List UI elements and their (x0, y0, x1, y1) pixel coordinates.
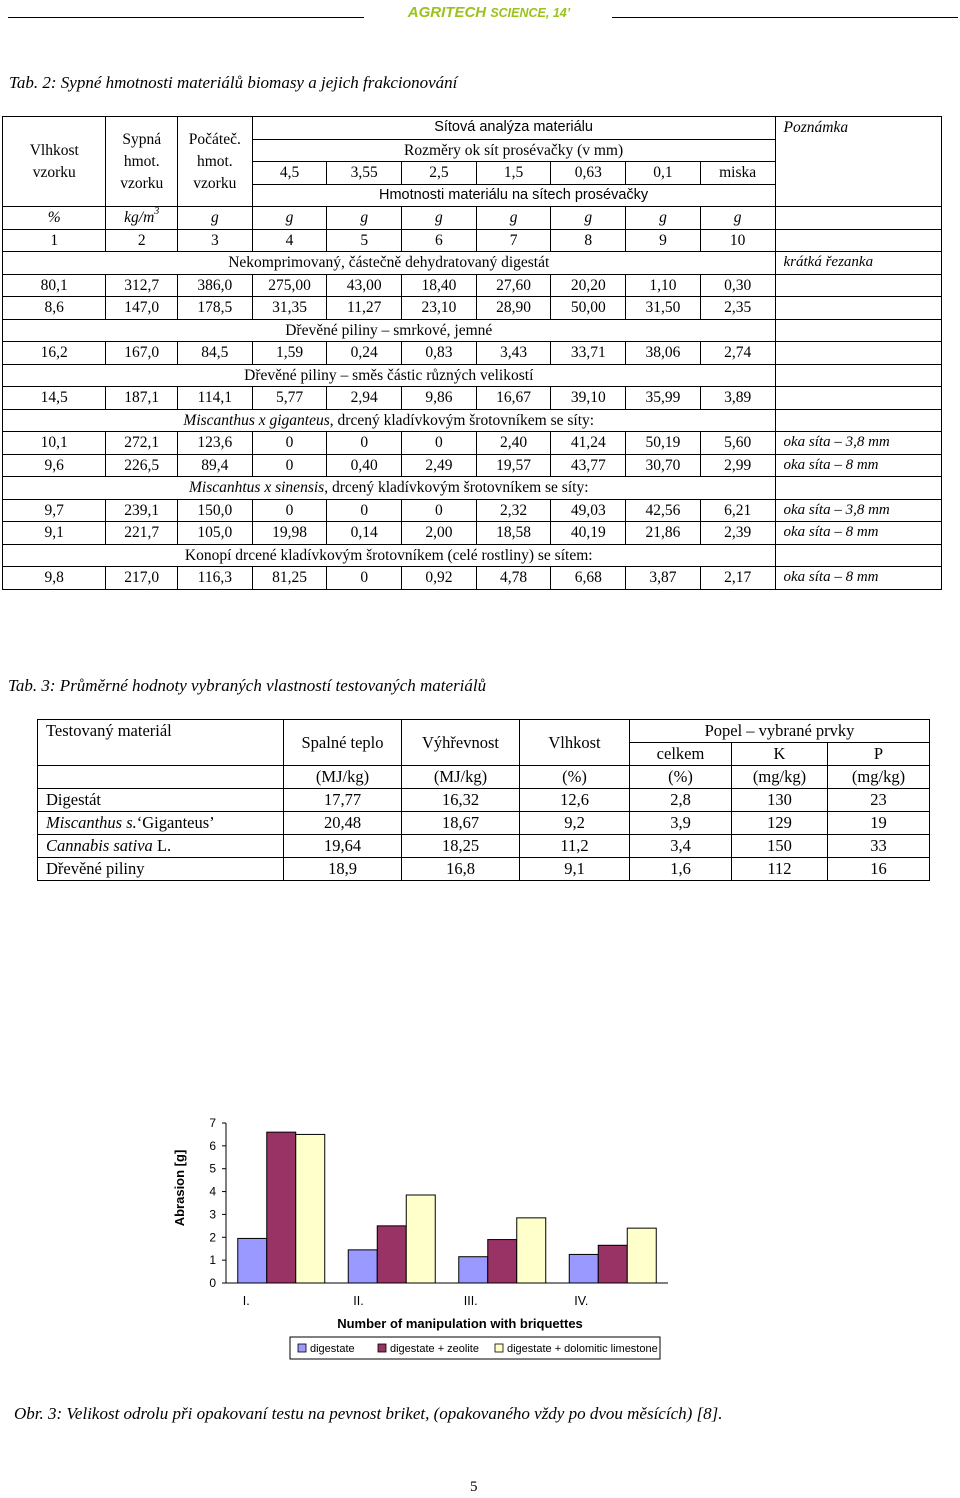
sieve-size: 2,5 (402, 162, 477, 185)
value-cell: 0 (402, 432, 477, 455)
value-cell: 0,83 (402, 342, 477, 365)
value-cell: 50,00 (551, 297, 626, 320)
value-cell: 18,40 (402, 274, 477, 297)
legend-label: digestate + dolomitic limestone (507, 1343, 658, 1355)
table-row (3, 454, 942, 477)
x-axis-label: Number of manipulation with briquettes (337, 1316, 583, 1331)
value-cell: 0 (252, 499, 327, 522)
unit-cell: (mg/kg) (732, 766, 828, 789)
table-row (3, 274, 942, 297)
bar-digestate-dolomitic-limestone (517, 1218, 546, 1283)
note-cell: oka síta – 3,8 mm (775, 499, 941, 522)
unit-cell: g (551, 207, 626, 230)
column-number: 8 (551, 229, 626, 252)
value-cell: 0,14 (327, 522, 402, 545)
value-cell: 2,40 (476, 432, 551, 455)
value-cell: 16,32 (402, 789, 520, 812)
value-cell: 2,8 (630, 789, 732, 812)
value-cell: 226,5 (106, 454, 177, 477)
value-cell: 80,1 (3, 274, 106, 297)
value-cell: 217,0 (106, 567, 177, 590)
section-title: Dřevěné piliny – smrkové, jemné (3, 319, 776, 342)
value-cell: 0,30 (700, 274, 775, 297)
value-cell: 0,40 (327, 454, 402, 477)
table-row (3, 522, 942, 545)
value-cell: 40,19 (551, 522, 626, 545)
value-cell: 116,3 (177, 567, 252, 590)
value-cell: 16,67 (476, 387, 551, 410)
value-cell: 3,4 (630, 835, 732, 858)
value-cell: 0,24 (327, 342, 402, 365)
unit-cell: (%) (520, 766, 630, 789)
value-cell: 1,59 (252, 342, 327, 365)
value-cell: 11,2 (520, 835, 630, 858)
header-vlhkost: Vlhkost vzorku (3, 117, 106, 207)
material-name: Digestát (38, 789, 284, 812)
note-cell: oka síta – 8 mm (775, 522, 941, 545)
value-cell: 150 (732, 835, 828, 858)
column-number: 6 (402, 229, 477, 252)
value-cell: 27,60 (476, 274, 551, 297)
value-cell: 0 (252, 454, 327, 477)
note-cell: oka síta – 8 mm (775, 454, 941, 477)
note-cell (775, 387, 941, 410)
value-cell: 4,78 (476, 567, 551, 590)
value-cell: 42,56 (626, 499, 701, 522)
value-cell: 178,5 (177, 297, 252, 320)
bar-digestate-dolomitic-limestone (406, 1195, 435, 1283)
table2-caption: Tab. 2: Sypné hmotnosti materiálů biomasy a jejich frakcionování (9, 73, 458, 92)
header-sub: P (828, 743, 930, 766)
value-cell: 18,25 (402, 835, 520, 858)
value-cell: 0 (327, 432, 402, 455)
value-cell: 312,7 (106, 274, 177, 297)
value-cell: 18,58 (476, 522, 551, 545)
value-cell: 39,10 (551, 387, 626, 410)
section-title: Miscanthus x giganteus, drcený kladívkovým šrotovníkem se síty: (3, 409, 776, 432)
note-cell (775, 274, 941, 297)
value-cell: 33 (828, 835, 930, 858)
value-cell: 2,94 (327, 387, 402, 410)
x-tick-label: III. (463, 1294, 478, 1308)
header-vyhrevnost: Výhřevnost (402, 720, 520, 766)
material-name: Miscanthus s.‘Giganteus’ (38, 812, 284, 835)
value-cell: 9,8 (3, 567, 106, 590)
material-name: Cannabis sativa L. (38, 835, 284, 858)
sieve-size: 3,55 (327, 162, 402, 185)
value-cell: 272,1 (106, 432, 177, 455)
header-sub: celkem (630, 743, 732, 766)
value-cell: 19,57 (476, 454, 551, 477)
header-popel: Popel – vybrané prvky (630, 720, 930, 743)
value-cell: 2,99 (700, 454, 775, 477)
y-tick-label: 3 (209, 1207, 216, 1222)
material-name: Dřevěné piliny (38, 858, 284, 881)
value-cell: 19,64 (284, 835, 402, 858)
section-note (775, 544, 941, 567)
bar-digestate-zeolite (267, 1132, 296, 1283)
value-cell: 9,6 (3, 454, 106, 477)
bar-digestate-zeolite (598, 1245, 627, 1283)
value-cell: 6,21 (700, 499, 775, 522)
value-cell: 239,1 (106, 499, 177, 522)
value-cell: 0 (327, 567, 402, 590)
value-cell: 16 (828, 858, 930, 881)
value-cell: 50,19 (626, 432, 701, 455)
note-cell (775, 342, 941, 365)
legend-swatch (298, 1344, 306, 1352)
value-cell: 114,1 (177, 387, 252, 410)
bar-digestate-dolomitic-limestone (296, 1134, 325, 1283)
note-cell (775, 297, 941, 320)
bar-digestate-zeolite (488, 1240, 517, 1283)
table-row (3, 342, 942, 365)
value-cell: 2,32 (476, 499, 551, 522)
page-number: 5 (470, 1479, 478, 1495)
column-number: 9 (626, 229, 701, 252)
table-row (38, 858, 930, 881)
sieve-size: 4,5 (252, 162, 327, 185)
value-cell: 49,03 (551, 499, 626, 522)
table3-caption: Tab. 3: Průměrné hodnoty vybraných vlastností testovaných materiálů (8, 676, 487, 695)
value-cell: 105,0 (177, 522, 252, 545)
value-cell: 9,86 (402, 387, 477, 410)
value-cell: 5,77 (252, 387, 327, 410)
value-cell: 23,10 (402, 297, 477, 320)
section-note (775, 477, 941, 500)
value-cell: 2,00 (402, 522, 477, 545)
table3 (37, 719, 930, 881)
table-row (38, 812, 930, 835)
value-cell: 35,99 (626, 387, 701, 410)
table-row (3, 567, 942, 590)
unit-cell: g (177, 207, 252, 230)
column-number: 10 (700, 229, 775, 252)
section-title: Miscanhtus x sinensis, drcený kladívkovým šrotovníkem se síty: (3, 477, 776, 500)
value-cell: 150,0 (177, 499, 252, 522)
header-spalne: Spalné teplo (284, 720, 402, 766)
abrasion-chart (150, 1090, 690, 1372)
value-cell: 20,20 (551, 274, 626, 297)
unit-cell: (MJ/kg) (402, 766, 520, 789)
legend-swatch (378, 1344, 386, 1352)
value-cell: 187,1 (106, 387, 177, 410)
value-cell: 2,35 (700, 297, 775, 320)
unit-cell: (mg/kg) (828, 766, 930, 789)
y-tick-label: 5 (209, 1161, 216, 1176)
value-cell: 16,2 (3, 342, 106, 365)
unit-cell: g (700, 207, 775, 230)
figure-caption: Obr. 3: Velikost odrolu při opakovaní testu na pevnost briket, (opakovaného vždy po dvou měsících) [8]. (14, 1404, 723, 1423)
value-cell: 3,87 (626, 567, 701, 590)
value-cell: 19 (828, 812, 930, 835)
y-tick-label: 2 (209, 1230, 216, 1245)
value-cell: 19,98 (252, 522, 327, 545)
unit-cell: g (476, 207, 551, 230)
value-cell: 1,6 (630, 858, 732, 881)
table-row (3, 297, 942, 320)
value-cell: 14,5 (3, 387, 106, 410)
value-cell: 129 (732, 812, 828, 835)
x-tick-label: IV. (574, 1294, 589, 1308)
value-cell: 386,0 (177, 274, 252, 297)
value-cell: 8,6 (3, 297, 106, 320)
y-tick-label: 1 (209, 1253, 216, 1268)
empty-cell (38, 766, 284, 789)
value-cell: 16,8 (402, 858, 520, 881)
value-cell: 2,74 (700, 342, 775, 365)
x-tick-label: I. (242, 1294, 250, 1308)
value-cell: 2,39 (700, 522, 775, 545)
value-cell: 21,86 (626, 522, 701, 545)
header-rule-right (612, 17, 958, 18)
value-cell: 30,70 (626, 454, 701, 477)
value-cell: 9,1 (3, 522, 106, 545)
value-cell: 81,25 (252, 567, 327, 590)
header-rule-left (8, 17, 364, 18)
value-cell: 9,2 (520, 812, 630, 835)
value-cell: 28,90 (476, 297, 551, 320)
value-cell: 11,27 (327, 297, 402, 320)
table-row (38, 835, 930, 858)
value-cell: 18,9 (284, 858, 402, 881)
column-number: 5 (327, 229, 402, 252)
section-note (775, 364, 941, 387)
value-cell: 0 (252, 432, 327, 455)
bar-digestate-zeolite (377, 1226, 406, 1283)
y-tick-label: 0 (209, 1276, 216, 1290)
value-cell: 221,7 (106, 522, 177, 545)
unit-cell: (MJ/kg) (284, 766, 402, 789)
sieve-size: 1,5 (476, 162, 551, 185)
value-cell: 17,77 (284, 789, 402, 812)
sieve-size: 0,1 (626, 162, 701, 185)
value-cell: 0,92 (402, 567, 477, 590)
legend-label: digestate + zeolite (390, 1343, 479, 1355)
x-tick-label: II. (353, 1294, 364, 1308)
header-hmotnosti: Hmotnosti materiálu na sítech prosévačky (252, 184, 775, 207)
value-cell: 0 (402, 499, 477, 522)
y-tick-label: 7 (209, 1116, 216, 1130)
value-cell: 130 (732, 789, 828, 812)
value-cell: 167,0 (106, 342, 177, 365)
table-row (3, 432, 942, 455)
value-cell: 20,48 (284, 812, 402, 835)
value-cell: 112 (732, 858, 828, 881)
empty-cell (775, 207, 941, 230)
value-cell: 3,43 (476, 342, 551, 365)
value-cell: 3,9 (630, 812, 732, 835)
value-cell: 84,5 (177, 342, 252, 365)
value-cell: 33,71 (551, 342, 626, 365)
note-cell: oka síta – 8 mm (775, 567, 941, 590)
section-note (775, 319, 941, 342)
legend-swatch (495, 1344, 503, 1352)
value-cell: 23 (828, 789, 930, 812)
value-cell: 6,68 (551, 567, 626, 590)
value-cell: 43,77 (551, 454, 626, 477)
table2 (2, 116, 942, 590)
value-cell: 89,4 (177, 454, 252, 477)
value-cell: 2,17 (700, 567, 775, 590)
empty-cell (775, 229, 941, 252)
value-cell: 5,60 (700, 432, 775, 455)
value-cell: 43,00 (327, 274, 402, 297)
value-cell: 12,6 (520, 789, 630, 812)
value-cell: 9,7 (3, 499, 106, 522)
value-cell: 41,24 (551, 432, 626, 455)
table-row (3, 387, 942, 410)
journal-title: AGRITECH SCIENCE, 14’ (407, 4, 571, 21)
value-cell: 3,89 (700, 387, 775, 410)
unit-cell: g (626, 207, 701, 230)
section-note: krátká řezanka (775, 252, 941, 275)
header-sitova: Sítová analýza materiálu (252, 117, 775, 140)
header-pocatecni: Počáteč. hmot. vzorku (177, 117, 252, 207)
value-cell: 0 (327, 499, 402, 522)
column-number: 2 (106, 229, 177, 252)
section-note (775, 409, 941, 432)
bar-digestate (459, 1257, 488, 1283)
table-row (38, 789, 930, 812)
note-cell: oka síta – 3,8 mm (775, 432, 941, 455)
bar-digestate (569, 1254, 598, 1283)
value-cell: 147,0 (106, 297, 177, 320)
value-cell: 275,00 (252, 274, 327, 297)
column-number: 1 (3, 229, 106, 252)
value-cell: 2,49 (402, 454, 477, 477)
column-number: 7 (476, 229, 551, 252)
header-sypna: Sypná hmot. vzorku (106, 117, 177, 207)
sieve-size: 0,63 (551, 162, 626, 185)
value-cell: 9,1 (520, 858, 630, 881)
value-cell: 1,10 (626, 274, 701, 297)
section-title: Nekomprimovaný, částečně dehydratovaný digestát (3, 252, 776, 275)
unit-cell: $kg/m^3$ (106, 207, 177, 230)
y-tick-label: 4 (209, 1184, 216, 1199)
sieve-size: miska (700, 162, 775, 185)
value-cell: 123,6 (177, 432, 252, 455)
value-cell: 18,67 (402, 812, 520, 835)
header-material: Testovaný materiál (38, 720, 284, 766)
section-title: Dřevěné piliny – směs částic různých velikostí (3, 364, 776, 387)
column-number: 3 (177, 229, 252, 252)
value-cell: 31,35 (252, 297, 327, 320)
bar-digestate (348, 1250, 377, 1283)
header-poznamka: Poznámka (775, 117, 941, 207)
value-cell: 31,50 (626, 297, 701, 320)
header-sub: K (732, 743, 828, 766)
bar-digestate (238, 1238, 267, 1283)
legend-label: digestate (310, 1343, 355, 1355)
bar-digestate-dolomitic-limestone (627, 1228, 656, 1283)
header-vlhkost: Vlhkost (520, 720, 630, 766)
value-cell: 38,06 (626, 342, 701, 365)
table-row (3, 499, 942, 522)
unit-cell: % (3, 207, 106, 230)
unit-cell: g (402, 207, 477, 230)
column-number: 4 (252, 229, 327, 252)
y-axis-label: Abrasion [g] (172, 1149, 187, 1227)
unit-cell: g (327, 207, 402, 230)
unit-cell: g (252, 207, 327, 230)
unit-cell: (%) (630, 766, 732, 789)
value-cell: 10,1 (3, 432, 106, 455)
section-title: Konopí drcené kladívkovým šrotovníkem (celé rostliny) se sítem: (3, 544, 776, 567)
header-rozmery: Rozměry ok sít prosévačky (v mm) (252, 139, 775, 162)
y-tick-label: 6 (209, 1138, 216, 1153)
